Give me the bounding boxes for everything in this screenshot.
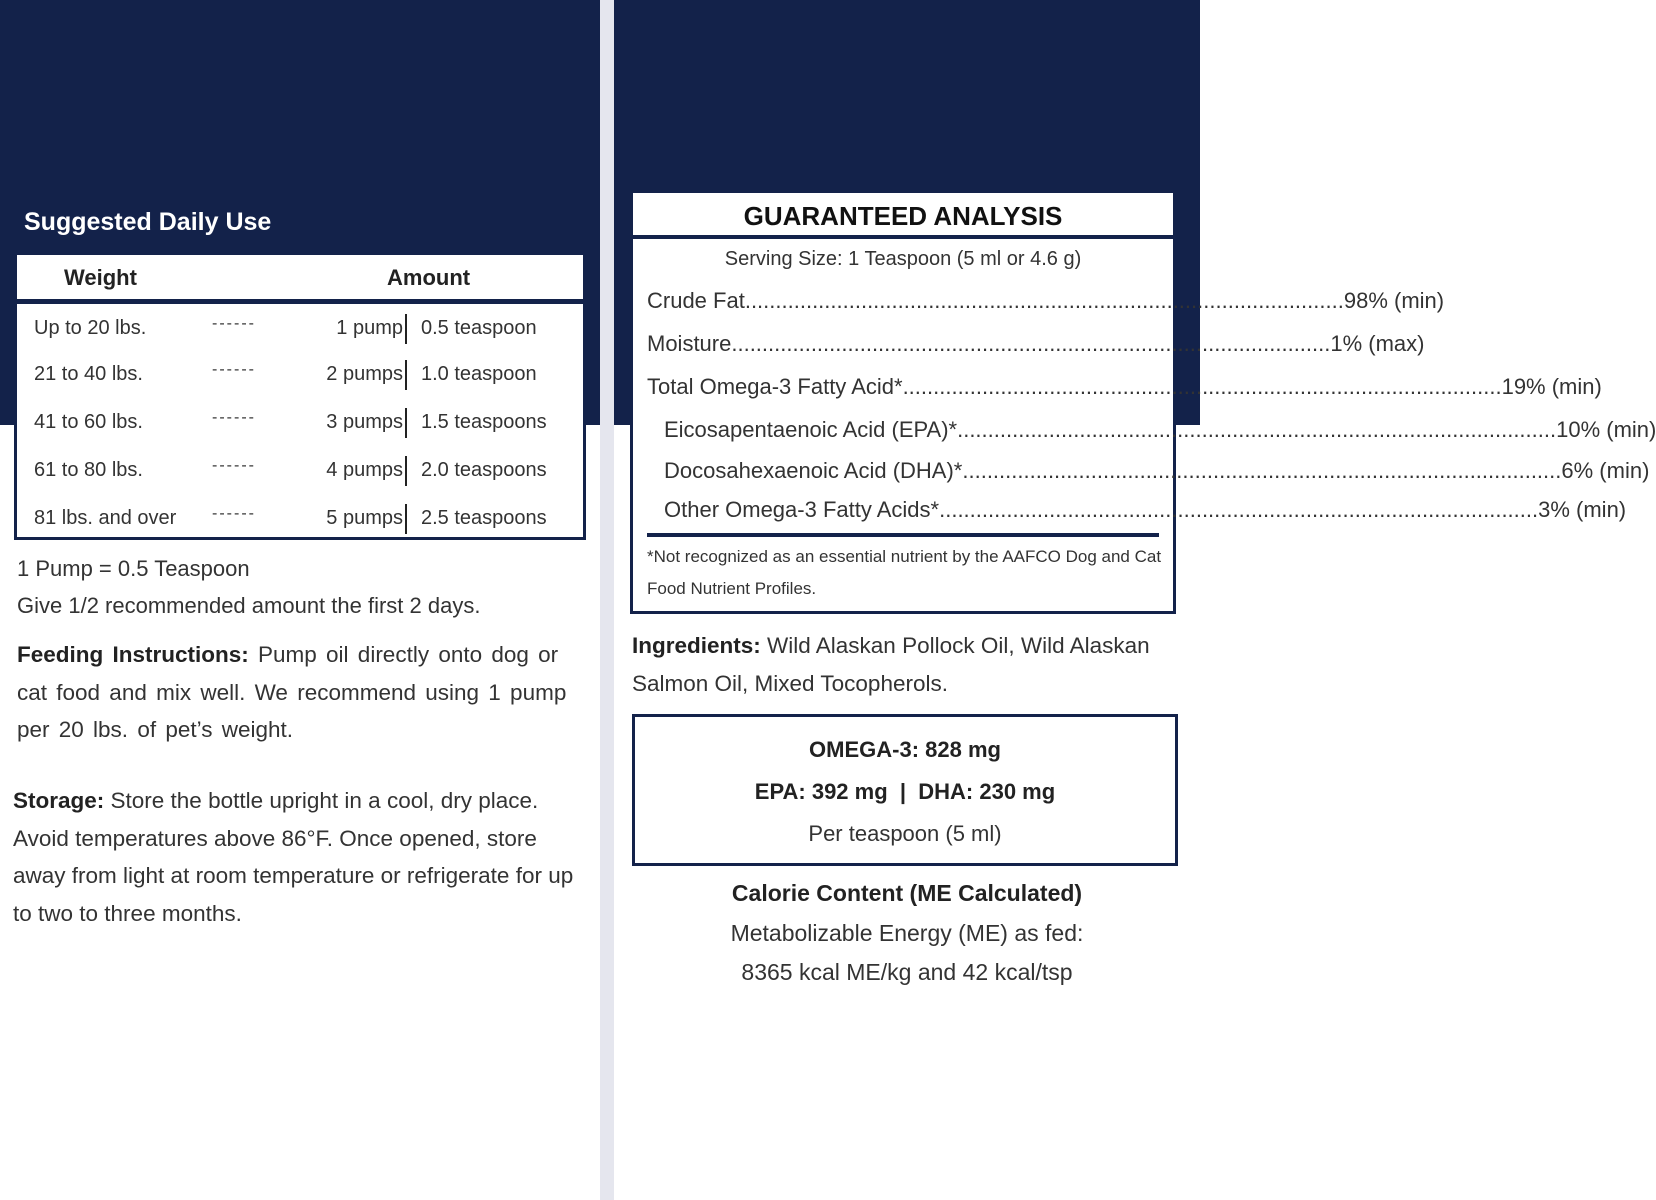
- row-weight: 81 lbs. and over: [34, 507, 177, 529]
- aafco-footnote: *Not recognized as an essential nutrient by the AAFCO Dog and Cat Food Nutrient Profiles.: [647, 547, 1162, 598]
- analysis-row: [664, 497, 1627, 523]
- row-teaspoons: 2.5 teaspoons: [421, 507, 547, 529]
- leader-dots: ..................................................................................................: [962, 458, 1562, 483]
- analysis-label: Crude Fat: [647, 288, 745, 313]
- row-pumps: 3 pumps: [326, 411, 403, 433]
- calorie-content-title: Calorie Content (ME Calculated): [731, 880, 1083, 906]
- analysis-value: 1% (max): [1330, 331, 1425, 356]
- row-divider: [405, 408, 407, 438]
- feeding-text: Pump oil directly onto dog or cat food and mix well. We recommend using 1 pump per 20 lbs. of pet’s weight.: [17, 642, 567, 742]
- analysis-value: 6% (min): [1561, 458, 1650, 483]
- storage-instructions: [13, 782, 583, 932]
- row-pumps: 1 pump: [336, 317, 403, 339]
- row-teaspoons: 1.0 teaspoon: [421, 363, 537, 385]
- feeding-instructions: [17, 636, 577, 749]
- analysis-label: Total Omega-3 Fatty Acid*: [647, 374, 903, 399]
- analysis-label: Docosahexaenoic Acid (DHA)*: [664, 458, 963, 483]
- row-dashes: ------: [212, 457, 256, 474]
- calorie-line-1: Metabolizable Energy (ME) as fed:: [730, 920, 1084, 946]
- leader-dots: ..................................................................................................: [744, 288, 1344, 313]
- amount-header: Amount: [387, 265, 471, 290]
- row-dashes: ------: [212, 361, 256, 378]
- center-divider: [600, 0, 614, 1200]
- serving-size: Serving Size: 1 Teaspoon (5 ml or 4.6 g): [724, 248, 1082, 270]
- ingredients-label: Ingredients:: [632, 633, 761, 658]
- ingredients-text: Wild Alaskan Pollock Oil, Wild Alaskan Salmon Oil, Mixed Tocopherols.: [632, 633, 1150, 696]
- leader-dots: ..................................................................................................: [731, 331, 1331, 356]
- row-pumps: 4 pumps: [326, 459, 403, 481]
- leader-dots: ..................................................................................................: [939, 497, 1539, 522]
- row-divider: [405, 504, 407, 534]
- storage-label: Storage:: [13, 788, 105, 813]
- table-row: [17, 355, 583, 395]
- row-pumps: 5 pumps: [326, 507, 403, 529]
- analysis-label: Eicosapentaenoic Acid (EPA)*: [664, 417, 958, 442]
- leader-dots: ..................................................................................................: [957, 417, 1557, 442]
- header-separator: [17, 299, 583, 304]
- ingredients: [632, 627, 1192, 702]
- table-row: [17, 451, 583, 491]
- table-row: [17, 499, 583, 539]
- half-amount-note: Give 1/2 recommended amount the first 2 days.: [17, 593, 481, 618]
- analysis-label: Other Omega-3 Fatty Acids*: [664, 497, 940, 522]
- calorie-line-2: 8365 kcal ME/kg and 42 kcal/tsp: [741, 959, 1073, 985]
- analysis-value: 19% (min): [1501, 374, 1602, 399]
- analysis-footnote-rule: [647, 533, 1159, 537]
- storage-text: Store the bottle upright in a cool, dry place. Avoid temperatures above 86°F. Once opened, store away from light at room temperature or refrigerate for up to two to three months.: [13, 788, 574, 926]
- daily-use-table: [14, 252, 586, 540]
- epa-dha-amounts: EPA: 392 mg | DHA: 230 mg: [754, 779, 1056, 804]
- analysis-title-separator: [633, 235, 1173, 239]
- omega-summary-box: [632, 714, 1178, 866]
- analysis-row: [664, 417, 1656, 443]
- analysis-value: 3% (min): [1538, 497, 1627, 522]
- analysis-value: 10% (min): [1556, 417, 1656, 442]
- analysis-row: [664, 458, 1650, 484]
- weight-header: Weight: [64, 265, 137, 290]
- feeding-label: Feeding Instructions:: [17, 642, 249, 667]
- analysis-row: [647, 331, 1425, 357]
- row-dashes: ------: [212, 315, 256, 332]
- table-row: [17, 309, 583, 349]
- table-header: [22, 258, 580, 300]
- row-dashes: ------: [212, 409, 256, 426]
- per-teaspoon-note: Per teaspoon (5 ml): [808, 821, 1002, 846]
- row-divider: [405, 314, 407, 344]
- row-teaspoons: 1.5 teaspoons: [421, 411, 547, 433]
- row-weight: 41 to 60 lbs.: [34, 411, 143, 433]
- pump-note-line: 1 Pump = 0.5 Teaspoon: [17, 556, 250, 581]
- row-teaspoons: 2.0 teaspoons: [421, 459, 547, 481]
- analysis-title-bar: [633, 193, 1173, 237]
- guaranteed-analysis-box: [630, 190, 1656, 614]
- analysis-row: [647, 374, 1602, 400]
- table-row: [17, 403, 583, 443]
- analysis-value: 98% (min): [1343, 288, 1445, 313]
- suggested-daily-use-title: Suggested Daily Use: [24, 208, 272, 236]
- row-divider: [405, 360, 407, 390]
- row-weight: 61 to 80 lbs.: [34, 459, 143, 481]
- analysis-row: [647, 288, 1445, 314]
- row-dashes: ------: [212, 505, 256, 522]
- analysis-title: GUARANTEED ANALYSIS: [743, 201, 1063, 231]
- analysis-label: Moisture: [647, 331, 732, 356]
- row-weight: 21 to 40 lbs.: [34, 363, 143, 385]
- row-weight: Up to 20 lbs.: [34, 317, 147, 339]
- pump-conversion-note: [17, 550, 480, 624]
- row-divider: [405, 456, 407, 486]
- leader-dots: ..................................................................................................: [902, 374, 1502, 399]
- row-teaspoons: 0.5 teaspoon: [421, 317, 537, 339]
- omega-total: OMEGA-3: 828 mg: [809, 737, 1001, 762]
- row-pumps: 2 pumps: [326, 363, 403, 385]
